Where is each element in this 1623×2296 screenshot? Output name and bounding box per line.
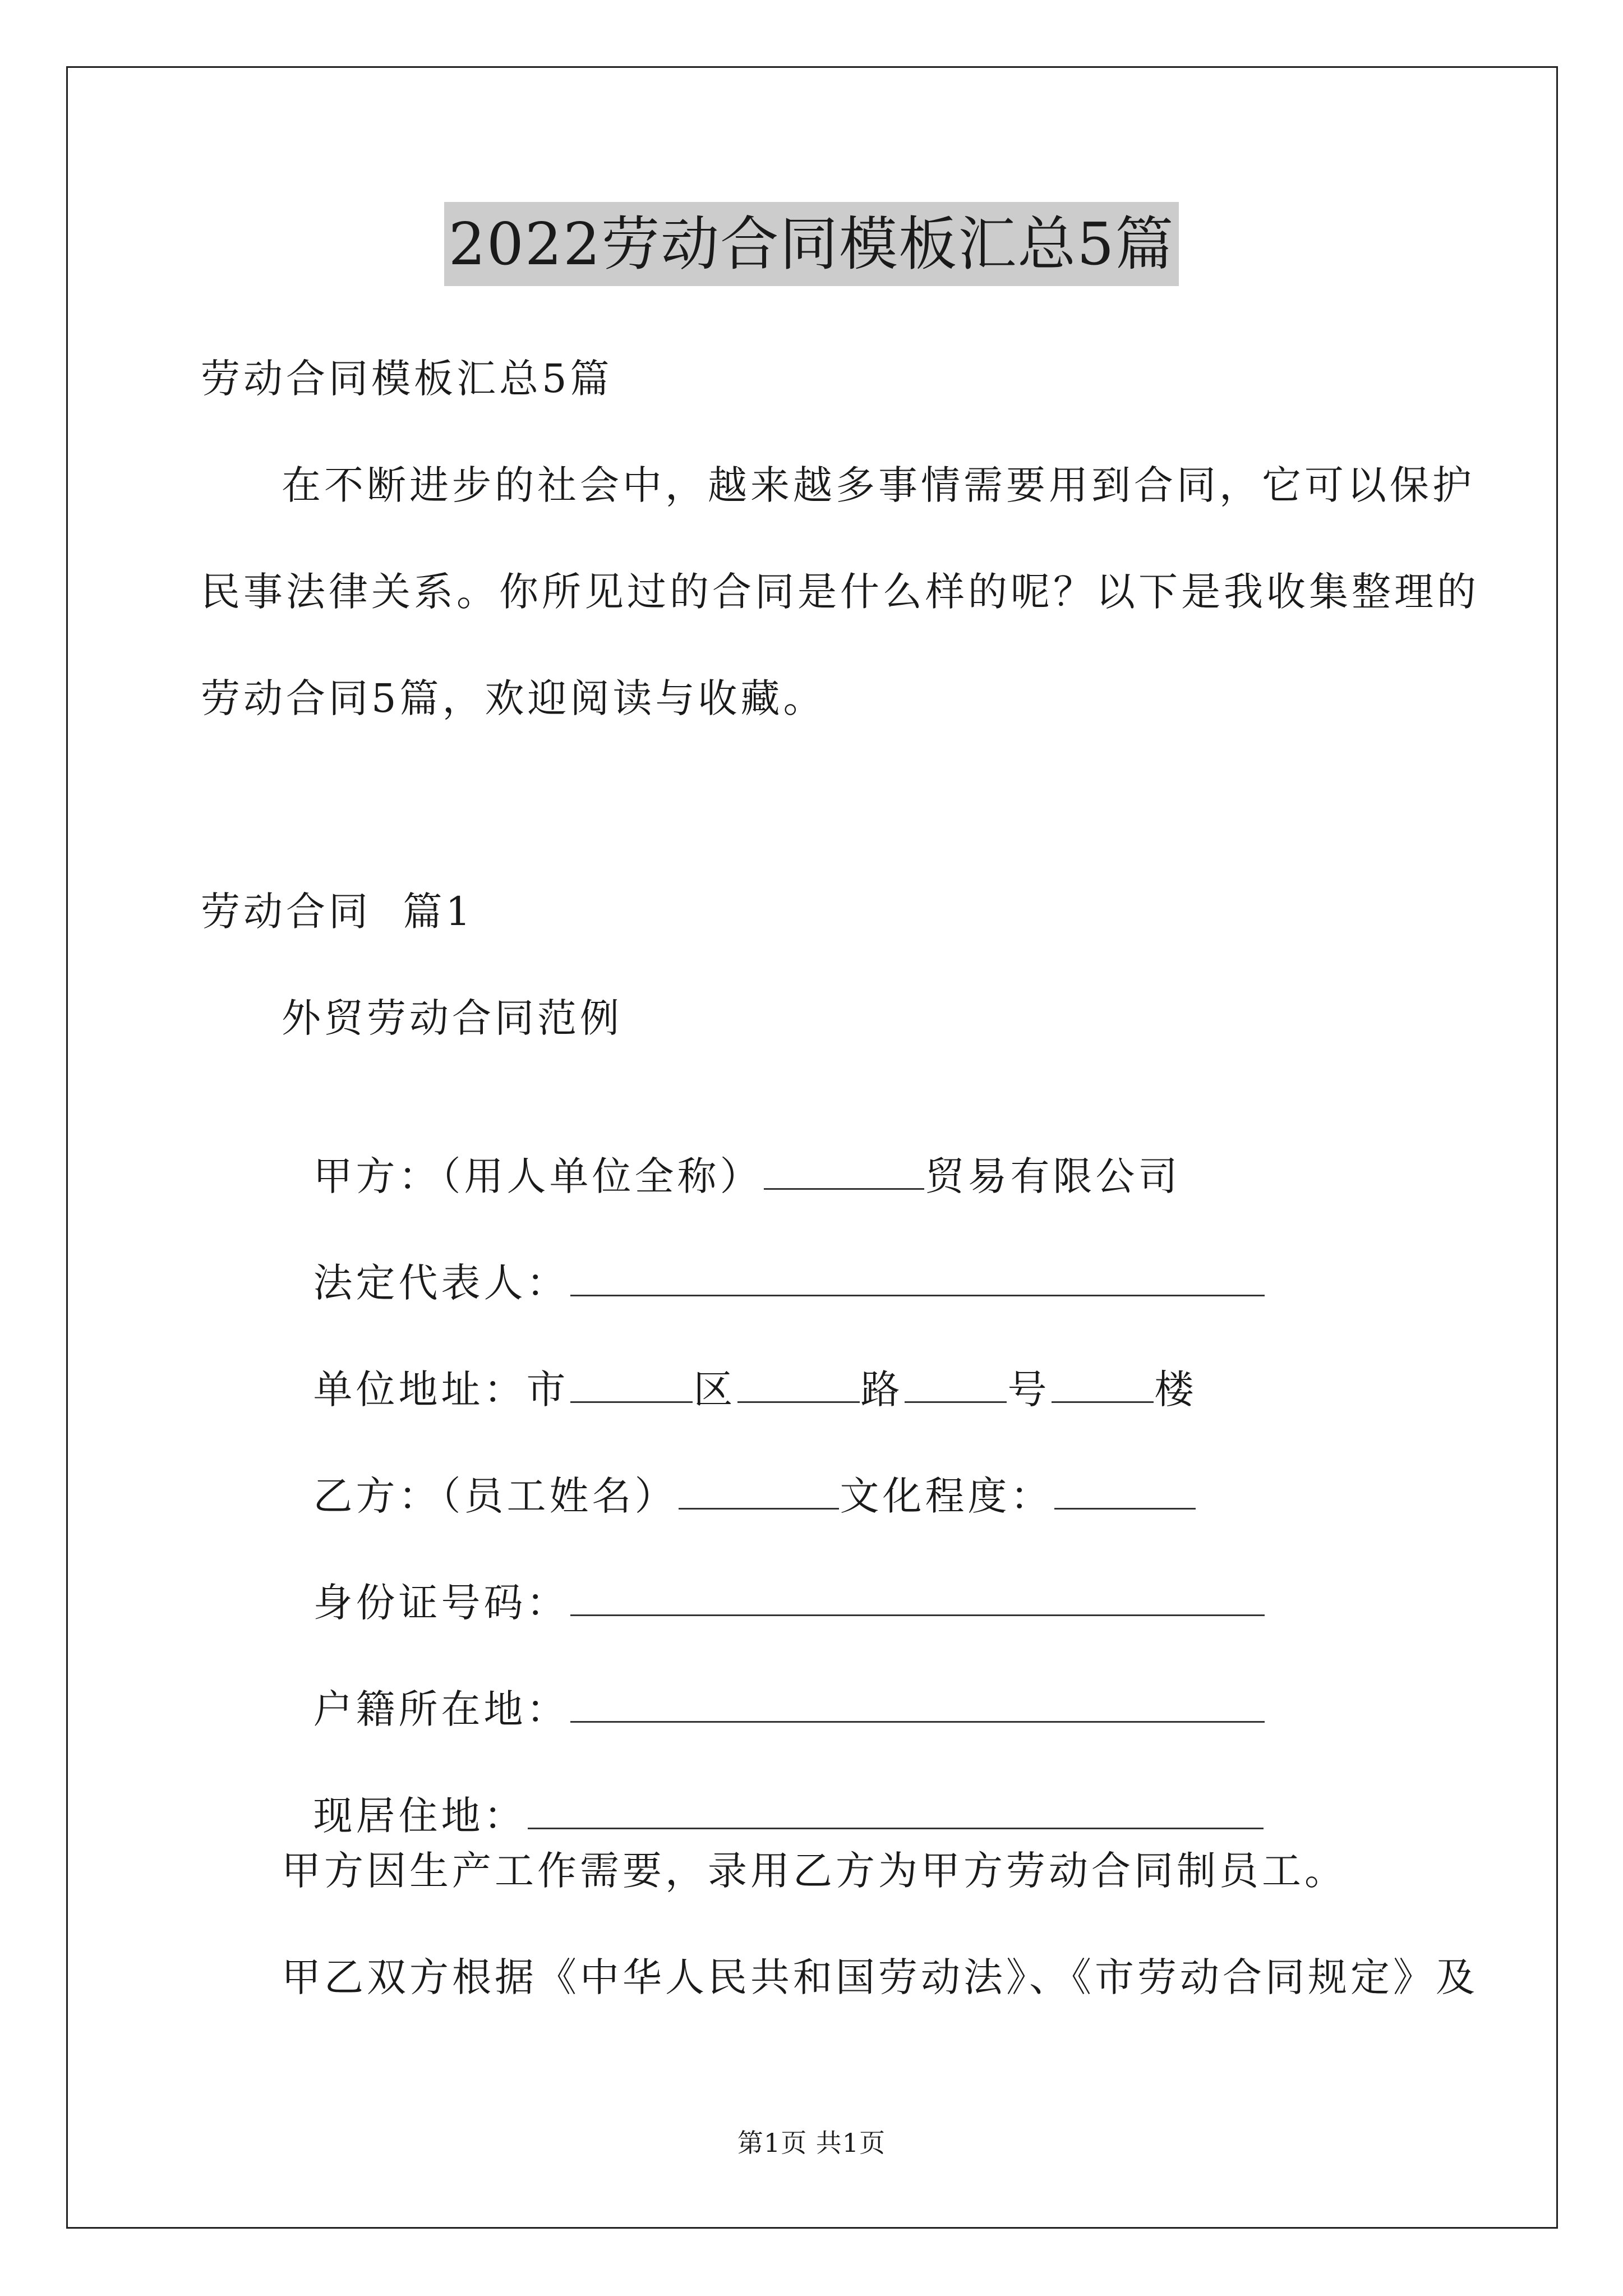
party-a-name-blank[interactable] — [764, 1150, 924, 1190]
education-label: 文化程度： — [840, 1473, 1053, 1519]
residence-blank[interactable] — [528, 1789, 1264, 1829]
employment-statement: 甲方因生产工作需要，录用乙方为甲方劳动合同制员工。 — [282, 1848, 1347, 1894]
residence-row — [282, 1739, 1265, 1841]
address-road-label: 路 — [860, 1366, 903, 1412]
title-container — [0, 202, 1623, 286]
party-b-row — [282, 1419, 1197, 1521]
address-row — [282, 1313, 1197, 1415]
document-title: 2022劳动合同模板汇总5篇 — [444, 202, 1179, 286]
intro-line-2: 民事法律关系。你所见过的合同是什么样的呢？以下是我收集整理的 — [201, 569, 1479, 615]
intro-line-3: 劳动合同5篇，欢迎阅读与收藏。 — [201, 675, 826, 721]
basis-statement: 甲乙双方根据《中华人民共和国劳动法》、《市劳动合同规定》及 — [282, 1954, 1478, 2000]
education-blank[interactable] — [1054, 1470, 1196, 1510]
id-number-label: 身份证号码： — [313, 1580, 569, 1626]
id-number-row — [282, 1526, 1266, 1628]
legal-rep-label: 法定代表人： — [313, 1260, 569, 1306]
address-city-blank[interactable] — [570, 1363, 693, 1403]
address-building-label: 楼 — [1154, 1366, 1197, 1412]
household-label: 户籍所在地： — [313, 1686, 569, 1732]
party-a-label: 甲方：（用人单位全称） — [313, 1153, 763, 1199]
address-number-blank[interactable] — [1052, 1363, 1154, 1403]
legal-rep-blank[interactable] — [570, 1257, 1265, 1296]
address-district-blank[interactable] — [737, 1363, 860, 1403]
party-a-row — [282, 1099, 1181, 1202]
address-road-blank[interactable] — [905, 1363, 1007, 1403]
page-footer: 第1页 共1页 — [737, 2128, 886, 2158]
contract-name: 外贸劳动合同范例 — [282, 995, 623, 1041]
id-number-blank[interactable] — [570, 1576, 1265, 1616]
household-row — [282, 1632, 1266, 1734]
household-blank[interactable] — [570, 1683, 1265, 1723]
address-label: 单位地址：市 — [313, 1366, 569, 1412]
address-number-label: 号 — [1007, 1366, 1050, 1412]
residence-label: 现居住地： — [313, 1793, 527, 1839]
party-b-name-blank[interactable] — [679, 1470, 839, 1510]
section-heading: 劳动合同 篇1 — [201, 889, 474, 935]
party-b-label: 乙方：（员工姓名） — [313, 1473, 677, 1519]
address-district-label: 区 — [693, 1366, 736, 1412]
party-a-suffix: 贸易有限公司 — [925, 1153, 1181, 1199]
intro-line-1: 在不断进步的社会中，越来越多事情需要用到合同，它可以保护 — [282, 462, 1475, 508]
document-subtitle: 劳动合同模板汇总5篇 — [201, 356, 613, 402]
legal-rep-row — [282, 1206, 1266, 1308]
